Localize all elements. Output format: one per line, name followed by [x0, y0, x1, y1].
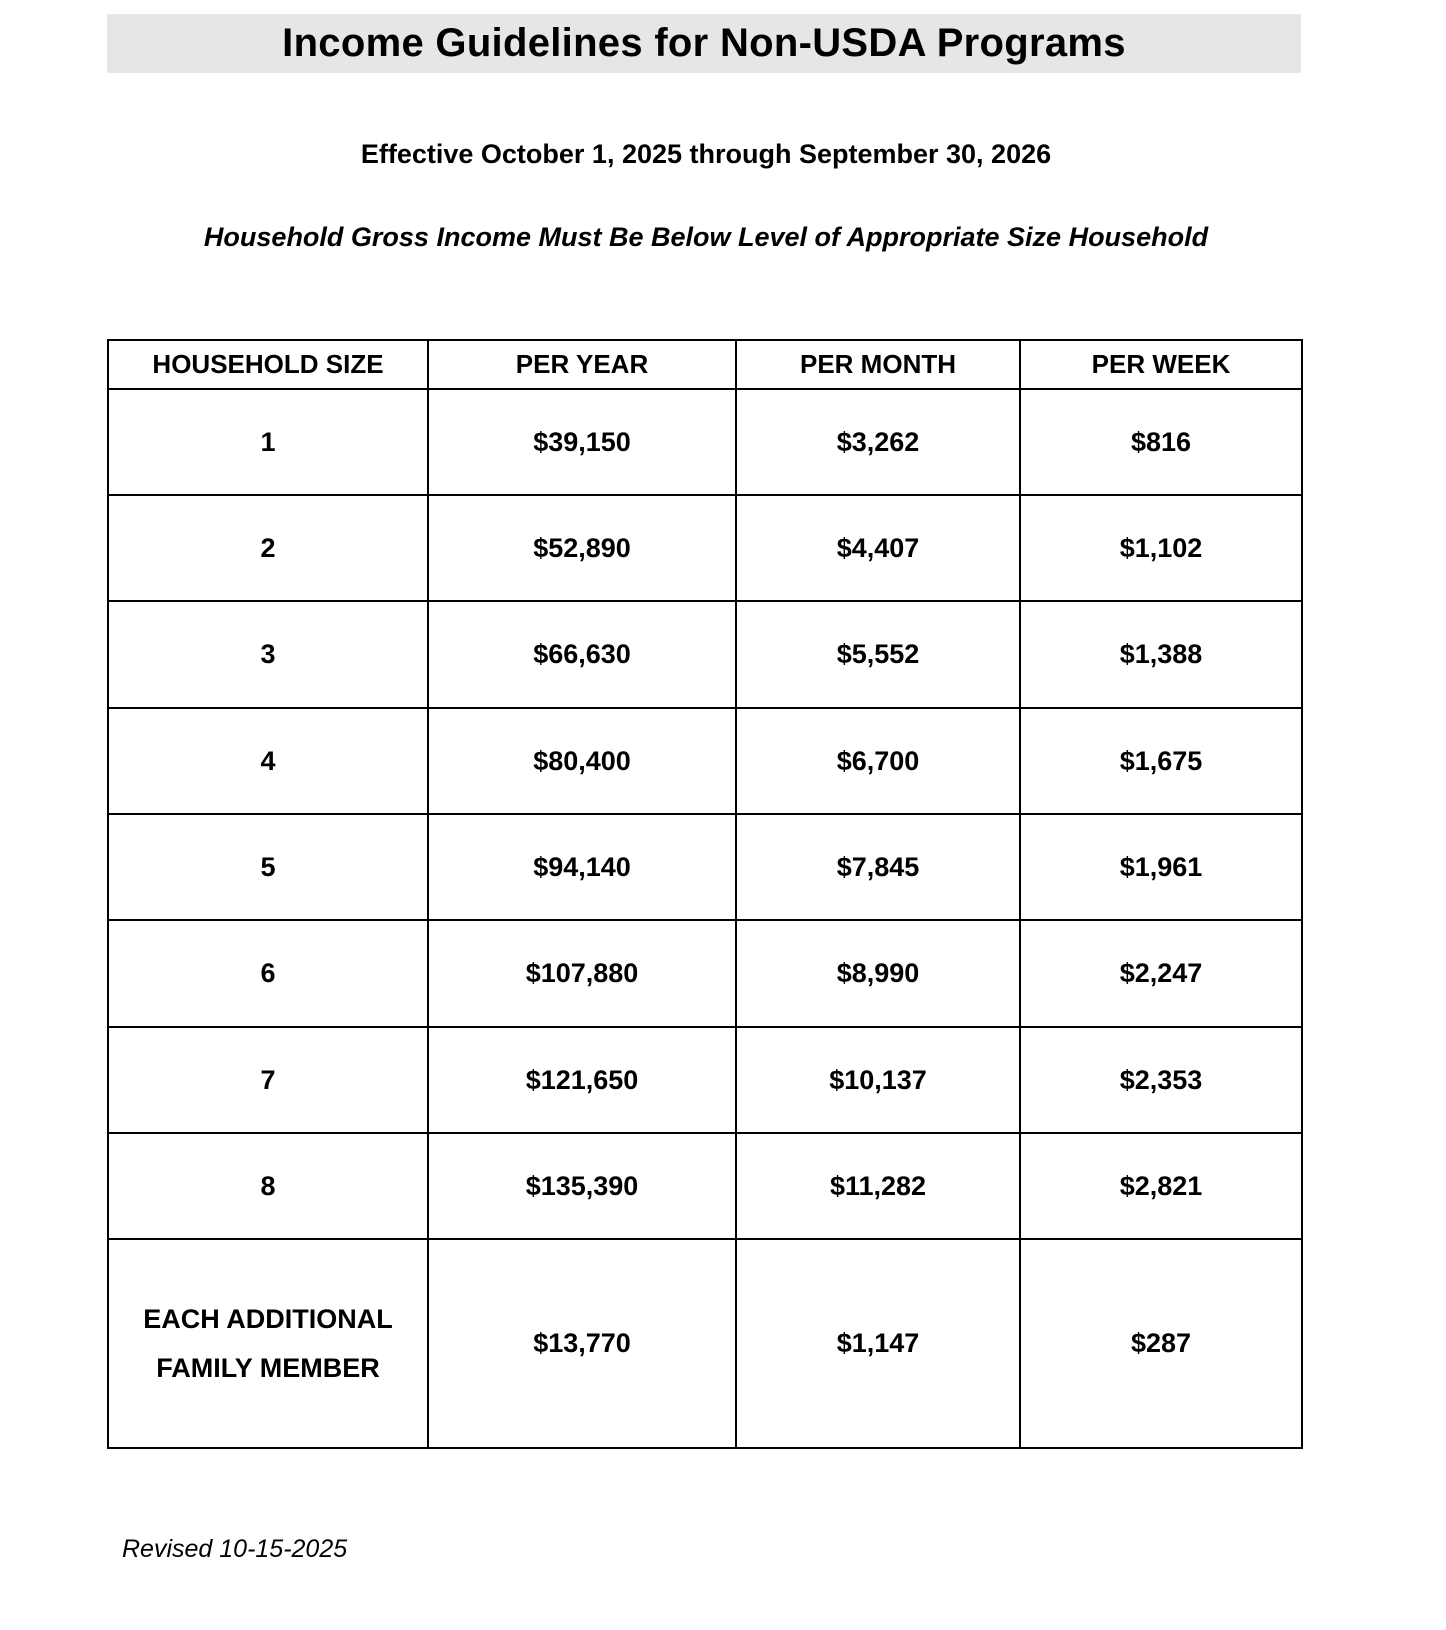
header-per-month: PER MONTH	[736, 340, 1020, 389]
header-household-size: HOUSEHOLD SIZE	[108, 340, 428, 389]
per-year-cell: $135,390	[428, 1133, 736, 1239]
per-month-cell: $1,147	[736, 1239, 1020, 1448]
household-size-cell: 7	[108, 1027, 428, 1133]
per-week-cell: $1,675	[1020, 708, 1302, 814]
per-year-cell: $80,400	[428, 708, 736, 814]
per-year-cell: $13,770	[428, 1239, 736, 1448]
per-week-cell: $2,821	[1020, 1133, 1302, 1239]
per-year-cell: $107,880	[428, 920, 736, 1026]
per-month-cell: $11,282	[736, 1133, 1020, 1239]
household-size-cell: 5	[108, 814, 428, 920]
per-year-cell: $39,150	[428, 389, 736, 495]
page-title: Income Guidelines for Non-USDA Programs	[282, 21, 1126, 65]
household-size-cell: 4	[108, 708, 428, 814]
table-row	[108, 920, 1302, 1026]
header-per-week: PER WEEK	[1020, 340, 1302, 389]
per-month-cell: $5,552	[736, 601, 1020, 707]
income-note: Household Gross Income Must Be Below Level of Appropriate Size Household	[203, 222, 1209, 252]
revised-date: Revised 10-15-2025	[122, 1535, 348, 1563]
per-week-cell: $287	[1020, 1239, 1302, 1448]
table-header-row	[108, 340, 1302, 389]
per-week-cell: $1,388	[1020, 601, 1302, 707]
header-per-year: PER YEAR	[428, 340, 736, 389]
per-week-cell: $1,102	[1020, 495, 1302, 601]
household-size-cell: 3	[108, 601, 428, 707]
household-size-cell: EACH ADDITIONAL FAMILY MEMBER	[108, 1239, 428, 1448]
household-size-cell: 6	[108, 920, 428, 1026]
table-row	[108, 1133, 1302, 1239]
per-week-cell: $1,961	[1020, 814, 1302, 920]
per-year-cell: $66,630	[428, 601, 736, 707]
per-year-cell: $52,890	[428, 495, 736, 601]
per-month-cell: $4,407	[736, 495, 1020, 601]
per-month-cell: $10,137	[736, 1027, 1020, 1133]
table-row	[108, 389, 1302, 495]
household-size-cell: 8	[108, 1133, 428, 1239]
per-month-cell: $6,700	[736, 708, 1020, 814]
per-year-cell: $94,140	[428, 814, 736, 920]
per-month-cell: $3,262	[736, 389, 1020, 495]
table-row	[108, 708, 1302, 814]
table-row	[108, 1027, 1302, 1133]
table-row	[108, 601, 1302, 707]
effective-dates: Effective October 1, 2025 through September 30, 2026	[360, 139, 1052, 169]
income-table	[107, 339, 1303, 1449]
per-year-cell: $121,650	[428, 1027, 736, 1133]
table-row	[108, 814, 1302, 920]
household-size-cell: 1	[108, 389, 428, 495]
household-size-cell: 2	[108, 495, 428, 601]
per-week-cell: $2,247	[1020, 920, 1302, 1026]
table-row	[108, 495, 1302, 601]
per-week-cell: $2,353	[1020, 1027, 1302, 1133]
per-month-cell: $8,990	[736, 920, 1020, 1026]
per-week-cell: $816	[1020, 389, 1302, 495]
per-month-cell: $7,845	[736, 814, 1020, 920]
table-row	[108, 1239, 1302, 1448]
